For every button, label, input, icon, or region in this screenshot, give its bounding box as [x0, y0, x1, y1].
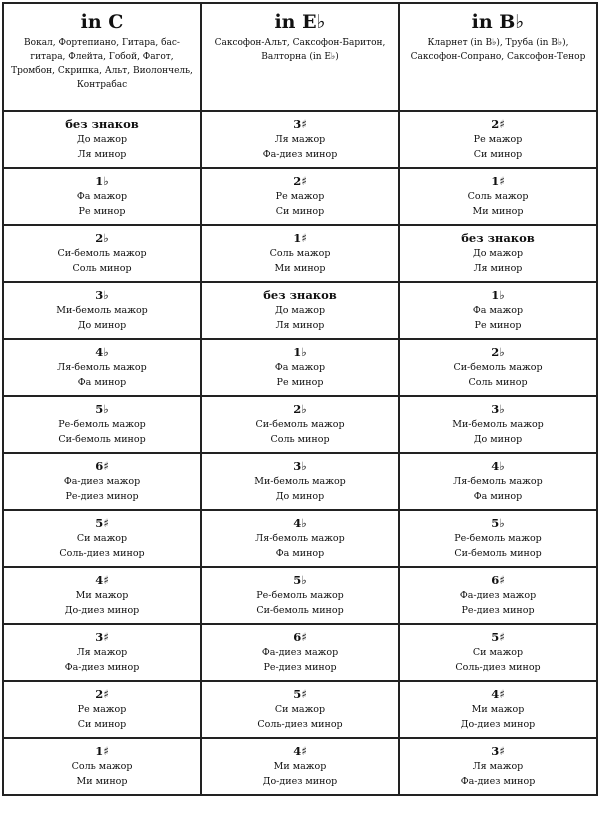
- key-cell: [3, 339, 201, 396]
- minor-key: До-диез минор: [460, 719, 536, 730]
- key-cell: [201, 111, 399, 168]
- key-signature: 1♯: [491, 174, 505, 188]
- major-key: Фа мажор: [76, 191, 128, 202]
- major-key: Ми-бемоль мажор: [56, 305, 148, 316]
- minor-key: Ре-диез минор: [263, 662, 337, 673]
- major-key: До мажор: [274, 305, 326, 316]
- header-row: [3, 3, 597, 111]
- major-key: Ля мажор: [472, 761, 524, 772]
- key-signature: 4♭: [95, 345, 109, 359]
- key-signature: 3♯: [95, 630, 109, 644]
- column-title: in E♭: [274, 11, 326, 33]
- key-signature: 2♯: [293, 174, 307, 188]
- key-cell: [3, 111, 201, 168]
- minor-key: Фа минор: [275, 548, 325, 559]
- key-signature: 4♯: [491, 687, 505, 701]
- major-key: Ре-бемоль мажор: [256, 590, 344, 601]
- table-row: [3, 111, 597, 168]
- minor-key: Фа минор: [77, 377, 127, 388]
- key-signature: 5♯: [95, 516, 109, 530]
- key-cell: [399, 681, 597, 738]
- major-key: Фа-диез мажор: [63, 476, 141, 487]
- key-transposition-table: [2, 2, 598, 796]
- minor-key: Ре-диез минор: [461, 605, 535, 616]
- minor-key: Фа-диез минор: [460, 776, 536, 787]
- major-key: Фа-диез мажор: [459, 590, 537, 601]
- key-cell: [3, 681, 201, 738]
- major-key: Ля мажор: [274, 134, 326, 145]
- minor-key: Си минор: [77, 719, 127, 730]
- major-key: Фа мажор: [274, 362, 326, 373]
- major-key: Соль мажор: [467, 191, 529, 202]
- major-key: До мажор: [76, 134, 128, 145]
- key-cell: [201, 567, 399, 624]
- table-row: [3, 453, 597, 510]
- minor-key: Ре минор: [276, 377, 324, 388]
- major-key: Ре-бемоль мажор: [58, 419, 146, 430]
- major-key: Ми-бемоль мажор: [452, 419, 544, 430]
- key-signature: 2♭: [491, 345, 505, 359]
- minor-key: Си минор: [473, 149, 523, 160]
- key-signature: 3♯: [293, 117, 307, 131]
- key-signature: 2♯: [491, 117, 505, 131]
- minor-key: Си минор: [275, 206, 325, 217]
- minor-key: Ми минор: [274, 263, 326, 274]
- column-title: in B♭: [471, 11, 525, 33]
- key-cell: [201, 453, 399, 510]
- minor-key: Фа минор: [473, 491, 523, 502]
- minor-key: До минор: [275, 491, 325, 502]
- minor-key: Ля минор: [77, 149, 127, 160]
- minor-key: Си-бемоль минор: [454, 548, 542, 559]
- minor-key: Ми минор: [472, 206, 524, 217]
- minor-key: До-диез минор: [64, 605, 140, 616]
- key-cell: [3, 624, 201, 681]
- minor-key: До минор: [77, 320, 127, 331]
- key-cell: [399, 168, 597, 225]
- key-signature: 6♯: [491, 573, 505, 587]
- column-header-b-flat: [399, 3, 597, 111]
- key-signature: 1♭: [95, 174, 109, 188]
- key-signature: 5♯: [491, 630, 505, 644]
- table-row: [3, 738, 597, 795]
- minor-key: Соль минор: [72, 263, 132, 274]
- key-cell: [399, 282, 597, 339]
- major-key: Ре мажор: [275, 191, 325, 202]
- major-key: Фа-диез мажор: [261, 647, 339, 658]
- key-signature: 4♭: [491, 459, 505, 473]
- table-row: [3, 567, 597, 624]
- table-row: [3, 168, 597, 225]
- major-key: Ми мажор: [273, 761, 327, 772]
- minor-key: Фа-диез минор: [64, 662, 140, 673]
- minor-key: Соль-диез минор: [455, 662, 541, 673]
- key-cell: [201, 396, 399, 453]
- key-cell: [201, 624, 399, 681]
- minor-key: До минор: [473, 434, 523, 445]
- key-cell: [3, 168, 201, 225]
- key-signature: 3♭: [95, 288, 109, 302]
- key-signature: 3♯: [491, 744, 505, 758]
- key-signature: без знаков: [461, 231, 535, 245]
- major-key: Ля-бемоль мажор: [453, 476, 543, 487]
- table-row: [3, 624, 597, 681]
- minor-key: Си-бемоль минор: [58, 434, 146, 445]
- key-signature: 1♭: [293, 345, 307, 359]
- key-cell: [3, 282, 201, 339]
- key-cell: [201, 510, 399, 567]
- minor-key: Фа-диез минор: [262, 149, 338, 160]
- key-signature: 1♯: [293, 231, 307, 245]
- key-cell: [201, 168, 399, 225]
- table-row: [3, 339, 597, 396]
- key-signature: 5♭: [491, 516, 505, 530]
- major-key: Соль мажор: [269, 248, 331, 259]
- key-cell: [201, 282, 399, 339]
- instrument-list: Саксофон-Альт, Саксофон-Баритон, Валторна (in E♭): [214, 38, 386, 62]
- table-row: [3, 225, 597, 282]
- major-key: Соль мажор: [71, 761, 133, 772]
- key-cell: [201, 339, 399, 396]
- major-key: Ля-бемоль мажор: [255, 533, 345, 544]
- key-cell: [399, 453, 597, 510]
- key-signature: 4♭: [293, 516, 307, 530]
- table-row: [3, 510, 597, 567]
- major-key: Си мажор: [76, 533, 128, 544]
- major-key: Си-бемоль мажор: [255, 419, 345, 430]
- key-signature: 4♯: [95, 573, 109, 587]
- key-signature: 3♭: [491, 402, 505, 416]
- key-cell: [3, 738, 201, 795]
- key-signature: без знаков: [263, 288, 337, 302]
- key-cell: [399, 567, 597, 624]
- key-cell: [399, 510, 597, 567]
- key-signature: 2♯: [95, 687, 109, 701]
- key-signature: 5♯: [293, 687, 307, 701]
- key-cell: [201, 225, 399, 282]
- key-signature: 4♯: [293, 744, 307, 758]
- key-signature: 3♭: [293, 459, 307, 473]
- major-key: Си-бемоль мажор: [453, 362, 543, 373]
- major-key: Ля мажор: [76, 647, 128, 658]
- key-signature: 5♭: [293, 573, 307, 587]
- key-cell: [3, 225, 201, 282]
- minor-key: До-диез минор: [262, 776, 338, 787]
- major-key: Фа мажор: [472, 305, 524, 316]
- minor-key: Ре-диез минор: [65, 491, 139, 502]
- key-cell: [3, 567, 201, 624]
- instrument-list: Вокал, Фортепиано, Гитара, бас-гитара, Флейта, Гобой, Фагот, Тромбон, Скрипка, Альт, Виолончель, Контрабас: [11, 38, 193, 90]
- major-key: Ми мажор: [471, 704, 525, 715]
- key-signature: 2♭: [95, 231, 109, 245]
- minor-key: Ми минор: [76, 776, 128, 787]
- minor-key: Ля минор: [473, 263, 523, 274]
- minor-key: Ре минор: [78, 206, 126, 217]
- table-row: [3, 681, 597, 738]
- major-key: Ре мажор: [77, 704, 127, 715]
- key-cell: [399, 339, 597, 396]
- major-key: Ре-бемоль мажор: [454, 533, 542, 544]
- table-row: [3, 396, 597, 453]
- minor-key: Ля минор: [275, 320, 325, 331]
- key-signature: 1♯: [95, 744, 109, 758]
- key-cell: [399, 624, 597, 681]
- minor-key: Си-бемоль минор: [256, 605, 344, 616]
- major-key: Си-бемоль мажор: [57, 248, 147, 259]
- major-key: Си мажор: [274, 704, 326, 715]
- major-key: До мажор: [472, 248, 524, 259]
- major-key: Си мажор: [472, 647, 524, 658]
- key-signature: 6♯: [293, 630, 307, 644]
- key-signature: 2♭: [293, 402, 307, 416]
- minor-key: Ре минор: [474, 320, 522, 331]
- key-cell: [399, 738, 597, 795]
- major-key: Ми-бемоль мажор: [254, 476, 346, 487]
- key-signature: без знаков: [65, 117, 139, 131]
- minor-key: Соль минор: [468, 377, 528, 388]
- key-signature: 1♭: [491, 288, 505, 302]
- major-key: Ре мажор: [473, 134, 523, 145]
- minor-key: Соль минор: [270, 434, 330, 445]
- key-cell: [399, 396, 597, 453]
- key-cell: [3, 510, 201, 567]
- minor-key: Соль-диез минор: [59, 548, 145, 559]
- major-key: Ля-бемоль мажор: [57, 362, 147, 373]
- key-cell: [201, 738, 399, 795]
- instrument-list: Кларнет (in B♭), Труба (in B♭), Саксофон-Сопрано, Саксофон-Тенор: [410, 38, 586, 62]
- key-cell: [399, 111, 597, 168]
- key-cell: [3, 453, 201, 510]
- major-key: Ми мажор: [75, 590, 129, 601]
- key-signature: 6♯: [95, 459, 109, 473]
- key-cell: [201, 681, 399, 738]
- key-cell: [399, 225, 597, 282]
- column-header-e-flat: [201, 3, 399, 111]
- key-signature: 5♭: [95, 402, 109, 416]
- minor-key: Соль-диез минор: [257, 719, 343, 730]
- table-row: [3, 282, 597, 339]
- key-cell: [3, 396, 201, 453]
- column-title: in C: [80, 11, 124, 33]
- column-header-c: [3, 3, 201, 111]
